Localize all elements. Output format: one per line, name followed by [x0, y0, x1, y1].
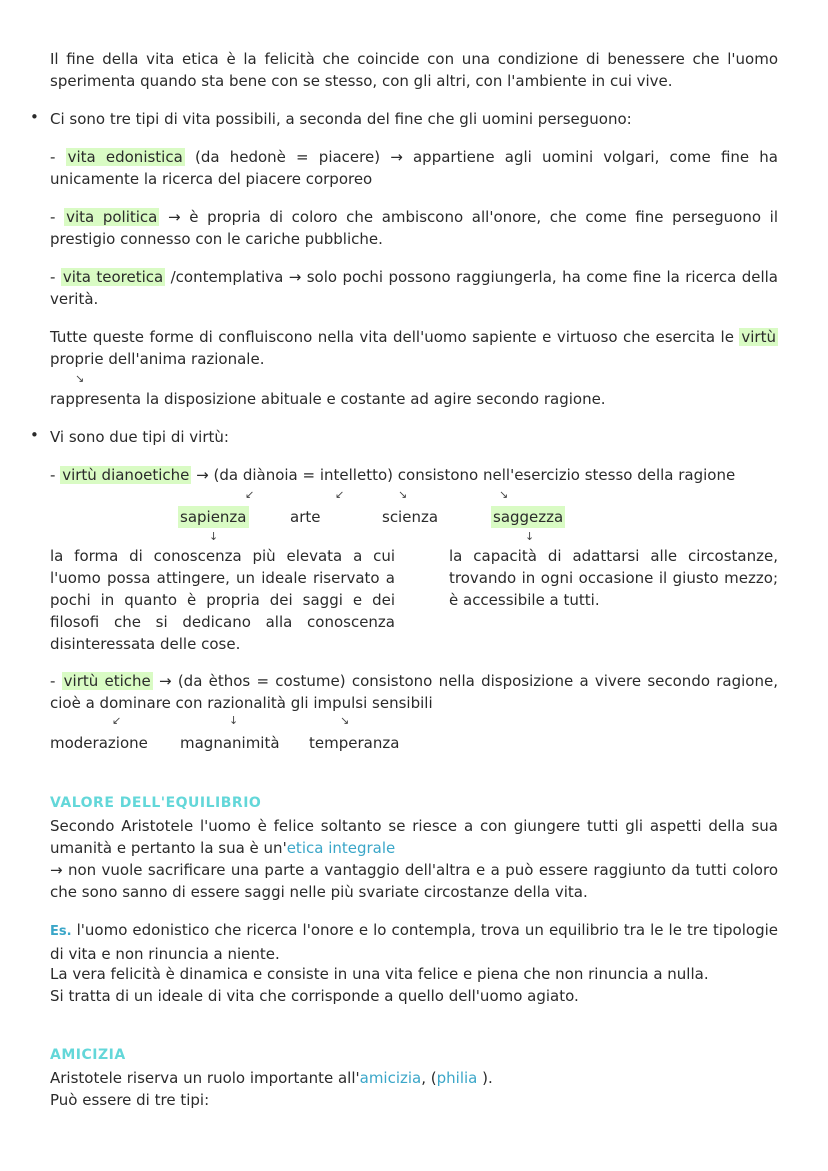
amicizia-heading: AMICIZIA [50, 1047, 126, 1063]
scienza-label: scienza [382, 508, 439, 526]
vita-edonistica-term: vita edonistica [67, 148, 183, 166]
virtu-dianoetiche-term: virtù dianoetiche [62, 466, 190, 484]
vita-edonistica-text: (da hedonè = piacere) → appartiene agli uomini volgari, come fine ha unicamente la ricerca del piacere corporeo [50, 148, 778, 188]
virtues-bullet: Vi sono due tipi di virtù: [50, 428, 229, 446]
summary-post: proprie dell'anima razionale. [50, 350, 265, 368]
equilibrio-p1-text: Secondo Aristotele l'uomo è felice soltanto se riesce a con giungere tutti gli aspetti della sua umanità e pertanto la sua è un' [50, 817, 778, 857]
saggezza-label: saggezza [493, 508, 564, 526]
vita-edonistica-paragraph: - vita edonistica (da hedonè = piacere) → appartiene agli uomini volgari, come fine ha unicamente la ricerca del piacere corporeo [50, 148, 778, 188]
amicizia-paragraph-1 [50, 1067, 778, 1089]
virtu-etiche-term: virtù etiche [63, 672, 151, 690]
equilibrio-heading: VALORE DELL'EQUILIBRIO [50, 795, 262, 811]
amicizia-p1-mid: , ( [421, 1069, 437, 1087]
moderazione-label: moderazione [50, 734, 148, 752]
amicizia-term: amicizia [359, 1069, 422, 1087]
types-of-life-bullet: Ci sono tre tipi di vita possibili, a seconda del fine che gli uomini perseguono: [50, 110, 632, 128]
bullet-dot: • [30, 108, 39, 126]
arrow-down-icon: ↓ [209, 530, 219, 543]
virtu-term: virtù [741, 328, 776, 346]
summary-pre: Tutte queste forme di confluiscono nella vita dell'uomo sapiente e virtuoso che esercita le [50, 328, 740, 346]
virtu-dianoetiche-paragraph: - virtù dianoetiche → (da diànoia = intelletto) consistono nell'esercizio stesso della ragione [50, 466, 736, 484]
vita-teoretica-term: vita teoretica [62, 268, 164, 286]
vita-politica-paragraph: - vita politica → è propria di coloro che ambiscono all'onore, che come fine perseguono il prestigio connesso con le cariche pubbliche. [50, 208, 778, 248]
amicizia-paragraph-2: Può essere di tre tipi: [50, 1091, 210, 1109]
virtu-dianoetiche-text: → (da diànoia = intelletto) consistono nell'esercizio stesso della ragione [191, 466, 736, 484]
arrow-down-right-icon: ↘ [398, 488, 408, 501]
arrow-down-left-icon: ↙ [335, 488, 345, 501]
saggezza-definition: la capacità di adattarsi alle circostanze, trovando in ogni occasione il giusto mezzo; è accessibile a tutti. [449, 547, 778, 609]
example-text: l'uomo edonistico che ricerca l'onore e lo contempla, trova un equilibrio tra le le tre tipologie di vita e non rinuncia a niente. [50, 921, 778, 963]
example-paragraph [50, 919, 778, 965]
vita-politica-text: → è propria di coloro che ambiscono all'onore, che come fine perseguono il prestigio connesso con le cariche pubbliche. [50, 208, 778, 248]
equilibrio-paragraph-2: → non vuole sacrificare una parte a vantaggio dell'altra e a può essere raggiunto da tutti coloro che sono sanno di essere saggi nelle più svariate circostanze della vita. [50, 861, 778, 901]
equilibrio-paragraph-1 [50, 815, 778, 859]
arrow-down-right-icon: ↘ [340, 714, 350, 727]
vita-politica-term: vita politica [66, 208, 158, 226]
equilibrio-paragraph-4: Si tratta di un ideale di vita che corrisponde a quello dell'uomo agiato. [50, 987, 579, 1005]
amicizia-p1-post: ). [477, 1069, 493, 1087]
amicizia-p1-pre: Aristotele riserva un ruolo importante all' [50, 1069, 360, 1087]
bullet-dot: • [30, 426, 39, 444]
sapienza-label: sapienza [180, 508, 247, 526]
vita-teoretica-text: /contemplativa → solo pochi possono raggiungerla, ha come fine la ricerca della verità. [50, 268, 778, 308]
intro-paragraph: Il fine della vita etica è la felicità che coincide con una condizione di benessere che l'uomo sperimenta quando sta bene con se stesso, con gli altri, con l'ambiente in cui vive. [50, 50, 778, 90]
etica-integrale-term: etica integrale [286, 839, 396, 857]
equilibrio-paragraph-3: La vera felicità è dinamica e consiste in una vita felice e piena che non rinuncia a nulla. [50, 965, 709, 983]
summary-paragraph [50, 326, 778, 370]
vita-teoretica-paragraph: - vita teoretica /contemplativa → solo pochi possono raggiungerla, ha come fine la ricerca della verità. [50, 268, 778, 308]
arrow-down-right-icon: ↘ [75, 372, 85, 385]
arrow-down-icon: ↓ [525, 530, 535, 543]
arrow-down-left-icon: ↙ [245, 488, 255, 501]
example-label: Es. [50, 924, 72, 939]
temperanza-label: temperanza [309, 734, 400, 752]
arte-label: arte [290, 508, 321, 526]
virtu-etiche-paragraph: - virtù etiche → (da èthos = costume) consistono nella disposizione a vivere secondo ragione, cioè a dominare con razionalità gli impulsi sensibili [50, 672, 778, 712]
magnanimita-label: magnanimità [180, 734, 280, 752]
virtue-definition: rappresenta la disposizione abituale e costante ad agire secondo ragione. [50, 390, 606, 408]
arrow-down-left-icon: ↙ [112, 714, 122, 727]
philia-term: philia [436, 1069, 478, 1087]
arrow-down-right-icon: ↘ [499, 488, 509, 501]
virtu-etiche-text: → (da èthos = costume) consistono nella disposizione a vivere secondo ragione, cioè a dominare con razionalità gli impulsi sensibili [50, 672, 778, 712]
sapienza-definition: la forma di conoscenza più elevata a cui l'uomo possa attingere, un ideale riservato a pochi in quanto è propria dei saggi e dei filosofi che si dedicano alla conoscenza disinteressata delle cose. [50, 547, 395, 653]
arrow-down-icon: ↓ [229, 714, 239, 727]
